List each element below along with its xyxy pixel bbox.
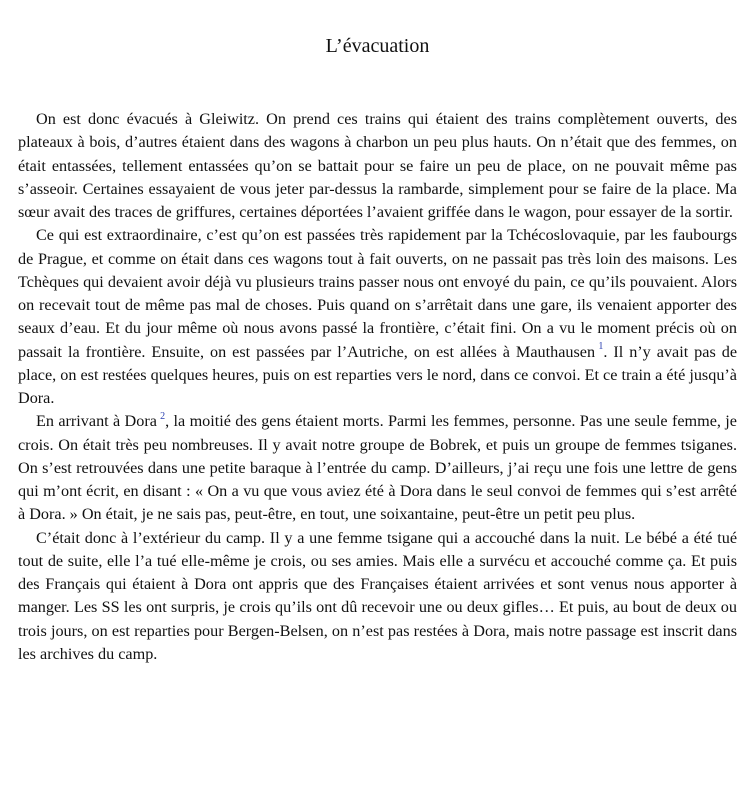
paragraph-2-text-b: . Il n’y avait pas de place, on est restées quelques heures, puis on est reparties vers le nord, dans ce convoi. Et ce train a été jusqu’à Dora. bbox=[18, 342, 738, 407]
document-body bbox=[18, 108, 737, 666]
paragraph-4: C’était donc à l’extérieur du camp. Il y a une femme tsigane qui a accouché dans la nuit. Le bébé a été tué tout de suite, elle l’a tué elle-même je crois, ou ses amies. Mais elle a survécu et accouché comme ça. Et puis des Français qui étaient à Dora ont appris que des Françaises étaient arrivées et sont venus nous apporter à manger. Les SS les ont surpris, je crois qu’ils ont dû recevoir une ou deux gifles… Et puis, au bout de deux ou trois jours, on est reparties pour Bergen-Belsen, on n’est pas restées à Dora, mais notre passage est inscrit dans les archives du camp. bbox=[18, 528, 737, 663]
paragraph-2-text-a: Ce qui est extraordinaire, c’est qu’on est passées très rapidement par la Tchécoslovaquie, par les faubourgs de Prague, et comme on était dans ces wagons tout à fait ouverts, on ne passait pas très loin des maisons. Les Tchèques qui devaient avoir déjà vu plusieurs trains passer nous ont envoyé du pain, ce qu’ils pouvaient. Alors on recevait tout de même pas mal de choses. Puis quand on s’arrêtait dans une gare, ils venaient apporter des seaux d’eau. Et du jour même où nous avons passé la frontière, c’était fini. On a vu le moment précis où on passait la frontière. Ensuite, on est passées par l’Autriche, on est allées à Mauthausen bbox=[18, 226, 737, 361]
footnote-ref-2[interactable]: 2 bbox=[160, 410, 166, 422]
paragraph-3 bbox=[18, 410, 737, 526]
paragraph-3-text-b: , la moitié des gens étaient morts. Parmi les femmes, personne. Pas une seule femme, je crois. On était très peu nombreuses. Il y avait notre groupe de Bobrek, et puis un groupe de femmes tsiganes. On s’est retrouvées dans une petite baraque à l’entrée du camp. D’ailleurs, j’ai reçu une fois une lettre de gens qui m’ont écrit, en disant : « On a vu que vous aviez été à Dora dans le seul convoi de femmes qui s’est arrêté à Dora. » On était, je ne sais pas, peut-être, en tout, une soixantaine, peut-être un petit peu plus. bbox=[18, 412, 737, 524]
paragraph-2 bbox=[18, 224, 737, 410]
footnote-ref-1[interactable]: 1 bbox=[598, 341, 604, 353]
paragraph-1: On est donc évacués à Gleiwitz. On prend ces trains qui étaient des trains complètement ouverts, des plateaux à bois, d’autres étaient dans des wagons à charbon un peu plus hauts. On n’était que des femmes, on était entassées, tellement entassées qu’on se battait pour se faire un peu de place, on ne pouvait même pas s’asseoir. Certaines essayaient de vous jeter par-dessus la rambarde, simplement pour se faire de la place. Ma sœur avait des traces de griffures, certaines déportées l’avaient griffée dans le wagon, pour essayer de la sortir. bbox=[18, 110, 737, 221]
document-page bbox=[18, 0, 737, 666]
page-title: L’évacuation bbox=[325, 35, 430, 57]
paragraph-3-text-a: En arrivant à Dora bbox=[36, 412, 157, 431]
